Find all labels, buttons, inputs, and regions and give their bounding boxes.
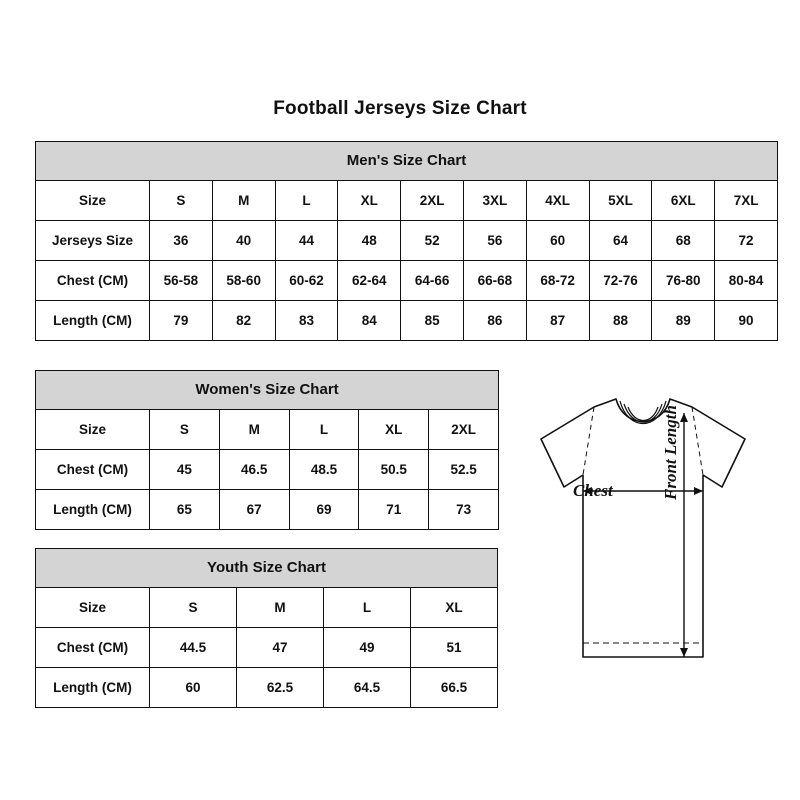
table-cell: 80-84 bbox=[715, 261, 778, 301]
page-title: Football Jerseys Size Chart bbox=[273, 98, 527, 119]
table-cell: 58-60 bbox=[212, 261, 275, 301]
table-cell: 65 bbox=[150, 490, 220, 530]
table-cell: XL bbox=[338, 181, 401, 221]
womens-size-chart bbox=[35, 370, 492, 530]
table-cell: 64 bbox=[589, 221, 652, 261]
youth-table-caption: Youth Size Chart bbox=[35, 548, 498, 587]
table-cell: 40 bbox=[212, 221, 275, 261]
table-cell: 36 bbox=[150, 221, 213, 261]
table-cell: 6XL bbox=[652, 181, 715, 221]
table-cell: 44.5 bbox=[150, 628, 237, 668]
row-label: Length (CM) bbox=[36, 490, 150, 530]
table-cell: 52 bbox=[401, 221, 464, 261]
table-row bbox=[36, 261, 778, 301]
table-cell: 68-72 bbox=[526, 261, 589, 301]
row-label: Length (CM) bbox=[36, 668, 150, 708]
table-cell: 73 bbox=[429, 490, 499, 530]
table-cell: 60 bbox=[150, 668, 237, 708]
row-label: Size bbox=[36, 181, 150, 221]
table-cell: S bbox=[150, 181, 213, 221]
table-cell: L bbox=[275, 181, 338, 221]
table-cell: 5XL bbox=[589, 181, 652, 221]
table-cell: S bbox=[150, 588, 237, 628]
table-cell: 2XL bbox=[429, 410, 499, 450]
table-row bbox=[36, 588, 498, 628]
table-cell: 68 bbox=[652, 221, 715, 261]
table-cell: 48 bbox=[338, 221, 401, 261]
table-cell: 86 bbox=[463, 301, 526, 341]
table-cell: 82 bbox=[212, 301, 275, 341]
mens-size-table bbox=[35, 141, 778, 341]
table-cell: XL bbox=[359, 410, 429, 450]
table-cell: S bbox=[150, 410, 220, 450]
table-cell: 83 bbox=[275, 301, 338, 341]
jersey-measurement-diagram bbox=[498, 395, 788, 695]
table-cell: M bbox=[237, 588, 324, 628]
table-cell: 71 bbox=[359, 490, 429, 530]
mens-size-chart bbox=[35, 141, 765, 341]
table-row bbox=[36, 181, 778, 221]
table-cell: M bbox=[212, 181, 275, 221]
table-cell: 3XL bbox=[463, 181, 526, 221]
table-cell: 66-68 bbox=[463, 261, 526, 301]
table-cell: 45 bbox=[150, 450, 220, 490]
table-row bbox=[36, 450, 499, 490]
table-cell: 44 bbox=[275, 221, 338, 261]
table-cell: 84 bbox=[338, 301, 401, 341]
table-row bbox=[36, 301, 778, 341]
front-length-label: Front Length bbox=[661, 405, 680, 500]
table-cell: 64-66 bbox=[401, 261, 464, 301]
table-cell: 52.5 bbox=[429, 450, 499, 490]
row-label: Chest (CM) bbox=[36, 450, 150, 490]
row-label: Length (CM) bbox=[36, 301, 150, 341]
jersey-outline-icon bbox=[498, 395, 788, 695]
row-label: Chest (CM) bbox=[36, 261, 150, 301]
table-cell: 64.5 bbox=[324, 668, 411, 708]
table-cell: L bbox=[324, 588, 411, 628]
table-cell: 66.5 bbox=[411, 668, 498, 708]
table-cell: 2XL bbox=[401, 181, 464, 221]
table-cell: 47 bbox=[237, 628, 324, 668]
table-cell: 60-62 bbox=[275, 261, 338, 301]
table-cell: 62.5 bbox=[237, 668, 324, 708]
table-cell: 69 bbox=[289, 490, 359, 530]
table-cell: M bbox=[219, 410, 289, 450]
table-cell: 4XL bbox=[526, 181, 589, 221]
table-cell: 72 bbox=[715, 221, 778, 261]
table-row bbox=[36, 221, 778, 261]
table-cell: 48.5 bbox=[289, 450, 359, 490]
table-cell: 85 bbox=[401, 301, 464, 341]
table-cell: 46.5 bbox=[219, 450, 289, 490]
table-cell: 7XL bbox=[715, 181, 778, 221]
table-cell: 79 bbox=[150, 301, 213, 341]
table-cell: 87 bbox=[526, 301, 589, 341]
table-cell: 60 bbox=[526, 221, 589, 261]
table-cell: 51 bbox=[411, 628, 498, 668]
chest-label: Chest bbox=[573, 481, 613, 500]
table-cell: 89 bbox=[652, 301, 715, 341]
womens-table-caption: Women's Size Chart bbox=[35, 370, 499, 409]
womens-size-table bbox=[35, 370, 499, 530]
mens-table-caption: Men's Size Chart bbox=[35, 141, 778, 180]
table-row bbox=[36, 628, 498, 668]
row-label: Size bbox=[36, 588, 150, 628]
table-row bbox=[36, 490, 499, 530]
table-cell: 49 bbox=[324, 628, 411, 668]
table-cell: 62-64 bbox=[338, 261, 401, 301]
jersey-body-path bbox=[541, 399, 745, 657]
youth-size-chart bbox=[35, 548, 492, 708]
table-row bbox=[36, 410, 499, 450]
row-label: Chest (CM) bbox=[36, 628, 150, 668]
row-label: Jerseys Size bbox=[36, 221, 150, 261]
table-cell: 90 bbox=[715, 301, 778, 341]
table-cell: 50.5 bbox=[359, 450, 429, 490]
table-cell: 88 bbox=[589, 301, 652, 341]
row-label: Size bbox=[36, 410, 150, 450]
table-row bbox=[36, 668, 498, 708]
table-cell: 56 bbox=[463, 221, 526, 261]
table-cell: XL bbox=[411, 588, 498, 628]
table-cell: L bbox=[289, 410, 359, 450]
table-cell: 56-58 bbox=[150, 261, 213, 301]
table-cell: 67 bbox=[219, 490, 289, 530]
youth-size-table bbox=[35, 548, 498, 708]
table-cell: 72-76 bbox=[589, 261, 652, 301]
table-cell: 76-80 bbox=[652, 261, 715, 301]
